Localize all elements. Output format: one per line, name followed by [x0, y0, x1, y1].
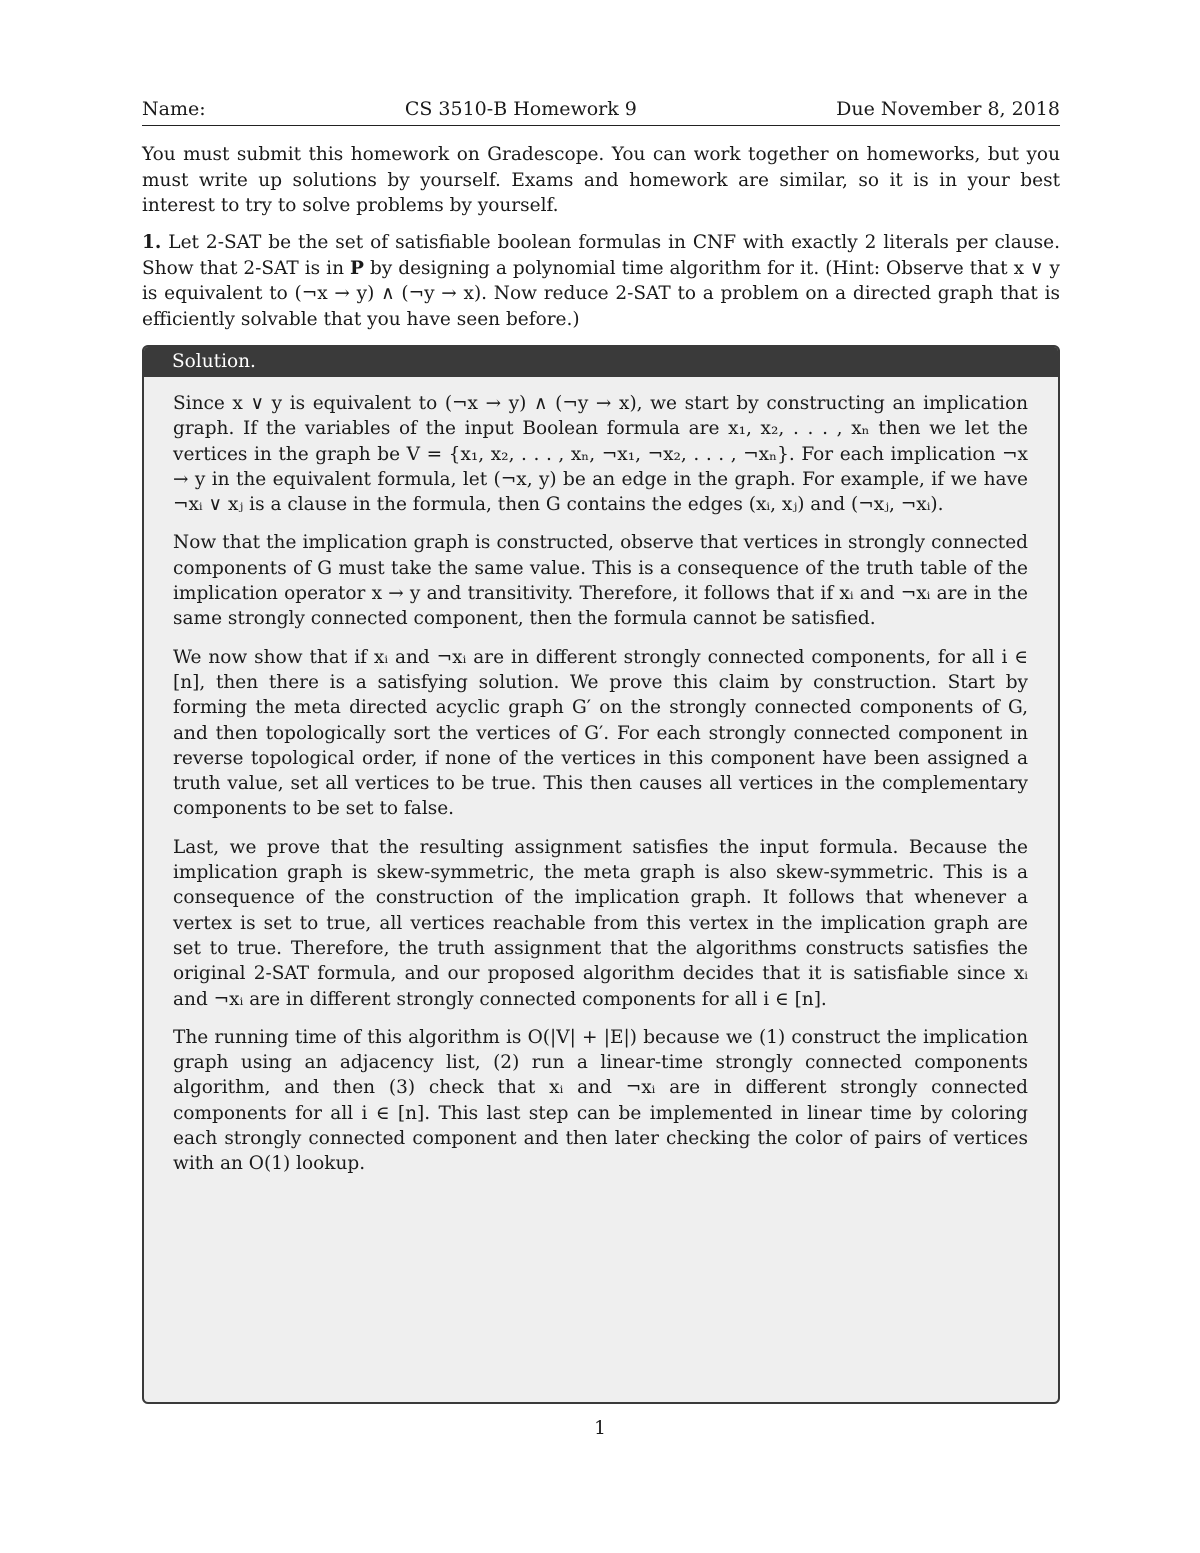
- solution-title: Solution.: [144, 347, 1058, 377]
- solution-paragraph-3: We now show that if xᵢ and ¬xᵢ are in different strongly connected components, for all i ∈ [n], then there is a satisfying solution. We prove this claim by construction. Start by forming the meta directed acyclic graph G′ on the strongly connected components of G, and then topologically sort the vertices of G′. For each strongly connected component in reverse topological order, if none of the vertices in this component have been assigned a truth value, set all vertices to be true. This then causes all vertices in the complementary components to be set to false.: [173, 646, 1028, 820]
- name-label: Name:: [142, 98, 206, 120]
- page-header: [142, 96, 1060, 126]
- solution-paragraph-5: The running time of this algorithm is O(|V| + |E|) because we (1) construct the implication graph using an adjacency list, (2) run a linear-time strongly connected components algorithm, and then (3) check that xᵢ and ¬xᵢ are in different strongly connected components for all i ∈ [n]. This last step can be implemented in linear time by coloring each strongly connected component and then later checking the color of pairs of vertices with an O(1) lookup.: [173, 1026, 1028, 1175]
- course-title: CS 3510-B Homework 9: [404, 98, 637, 120]
- problem-number: 1.: [142, 232, 162, 253]
- problem-text-a: Let 2-SAT be the set of satisfiable boolean formulas in CNF with exactly 2 literals per clause. Show that 2-SAT is in: [142, 232, 1060, 279]
- solution-paragraph-4: Last, we prove that the resulting assignment satisfies the input formula. Because the implication graph is skew-symmetric, the meta graph is also skew-symmetric. This is a consequence of the construction of the implication graph. It follows that whenever a vertex is set to true, all vertices reachable from this vertex in the implication graph are set to true. Therefore, the truth assignment that the algorithms constructs satisfies the original 2-SAT formula, and our proposed algorithm decides that it is satisfiable since xᵢ and ¬xᵢ are in different strongly connected components for all i ∈ [n].: [173, 836, 1028, 1010]
- problem-statement: [142, 230, 1060, 332]
- solution-box: [142, 345, 1060, 1404]
- problem-text-b: by designing a polynomial time algorithm for it. (Hint: Observe that x ∨ y is equivalent to (¬x → y) ∧ (¬y → x). Now reduce 2-SAT to a problem on a directed graph that is efficiently solvable that you have seen before.): [142, 257, 1060, 330]
- page-number: 1: [594, 1418, 606, 1439]
- complexity-class-symbol: P: [350, 257, 364, 279]
- solution-paragraph-1: Since x ∨ y is equivalent to (¬x → y) ∧ (¬y → x), we start by constructing an implication graph. If the variables of the input Boolean formula are x₁, x₂, . . . , xₙ then we let the vertices in the graph be V = {x₁, x₂, . . . , xₙ, ¬x₁, ¬x₂, . . . , ¬xₙ}. For each implication ¬x → y in the equivalent formula, let (¬x, y) be an edge in the graph. For example, if we have ¬xᵢ ∨ xⱼ is a clause in the formula, then G contains the edges (xᵢ, xⱼ) and (¬xⱼ, ¬xᵢ).: [173, 393, 1028, 516]
- due-date: Due November 8, 2018: [836, 98, 1060, 120]
- intro-paragraph: You must submit this homework on Gradescope. You can work together on homeworks, but you must write up solutions by yourself. Exams and homework are similar, so it is in your best interest to try to solve problems by yourself.: [142, 144, 1060, 216]
- solution-paragraph-2: Now that the implication graph is constructed, observe that vertices in strongly connected components of G must take the same value. This is a consequence of the truth table of the implication operator x → y and transitivity. Therefore, it follows that if xᵢ and ¬xᵢ are in the same strongly connected component, then the formula cannot be satisfied.: [173, 532, 1028, 630]
- solution-body: [144, 377, 1058, 1177]
